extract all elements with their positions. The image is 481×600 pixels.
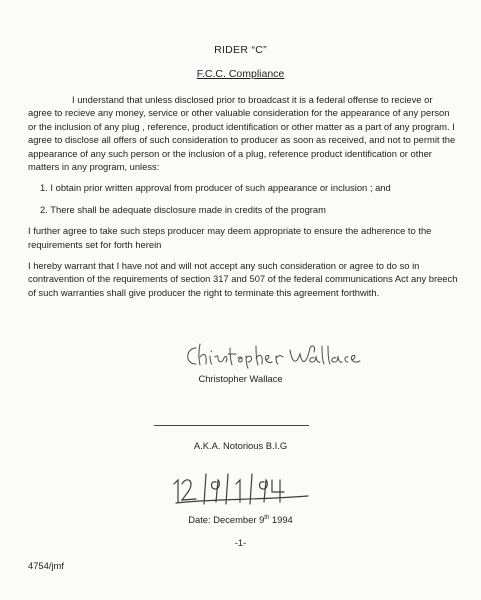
paragraph-2: I further agree to take such steps producer may deem appropriate to ensure the adherence to the requirements set for forth herein [28,225,432,250]
aka-label: A.K.A. Notorious B.I.G [193,440,288,451]
subtitle-text: F.C.C. Compliance [196,68,285,80]
signature-drawing [182,340,372,370]
document-code: 4754/jmf [28,560,64,571]
date-line [0,514,481,525]
date-suffix: th [264,514,270,521]
signature-line [154,425,309,426]
handwritten-signature [182,340,372,370]
list-item-2: 2. There shall be adequate disclosure made in credits of the program [40,203,326,215]
document-title: RIDER “C” [214,44,267,56]
date-text: Date: December 9 [188,514,265,525]
paragraph-3: I hereby warrant that I have not and will not accept any such consideration or agree to do so in contravention of the requirements of section 317 and 507 of the federal communications Act any breech of such warranties shall give producer the right to terminate this agreement forthwith. [28,260,458,298]
document-subtitle [0,68,481,80]
document-body [28,93,458,307]
signer-name: Christopher Wallace [198,373,283,384]
handwritten-date [168,470,313,508]
handwritten-date-drawing [168,470,313,508]
list-item-1: 1. I obtain prior written approval from producer of such appearance or inclusion ; and [40,182,391,194]
page-number: -1- [234,537,247,548]
date-year: 1994 [269,514,293,525]
paragraph-1: I understand that unless disclosed prior to broadcast it is a federal offense to recieve or agree to recieve any money, service or other valuable consideration for the appearance of any person or the inclusion of any plug , reference, product identification or other matter as a part of any program. I agree to disclose all offers of such consideration to producer as soon as received, and not to permit the appearance of any such person or the inclusion of a plug, reference product identification or other matters in any program, unless: [28,94,456,173]
